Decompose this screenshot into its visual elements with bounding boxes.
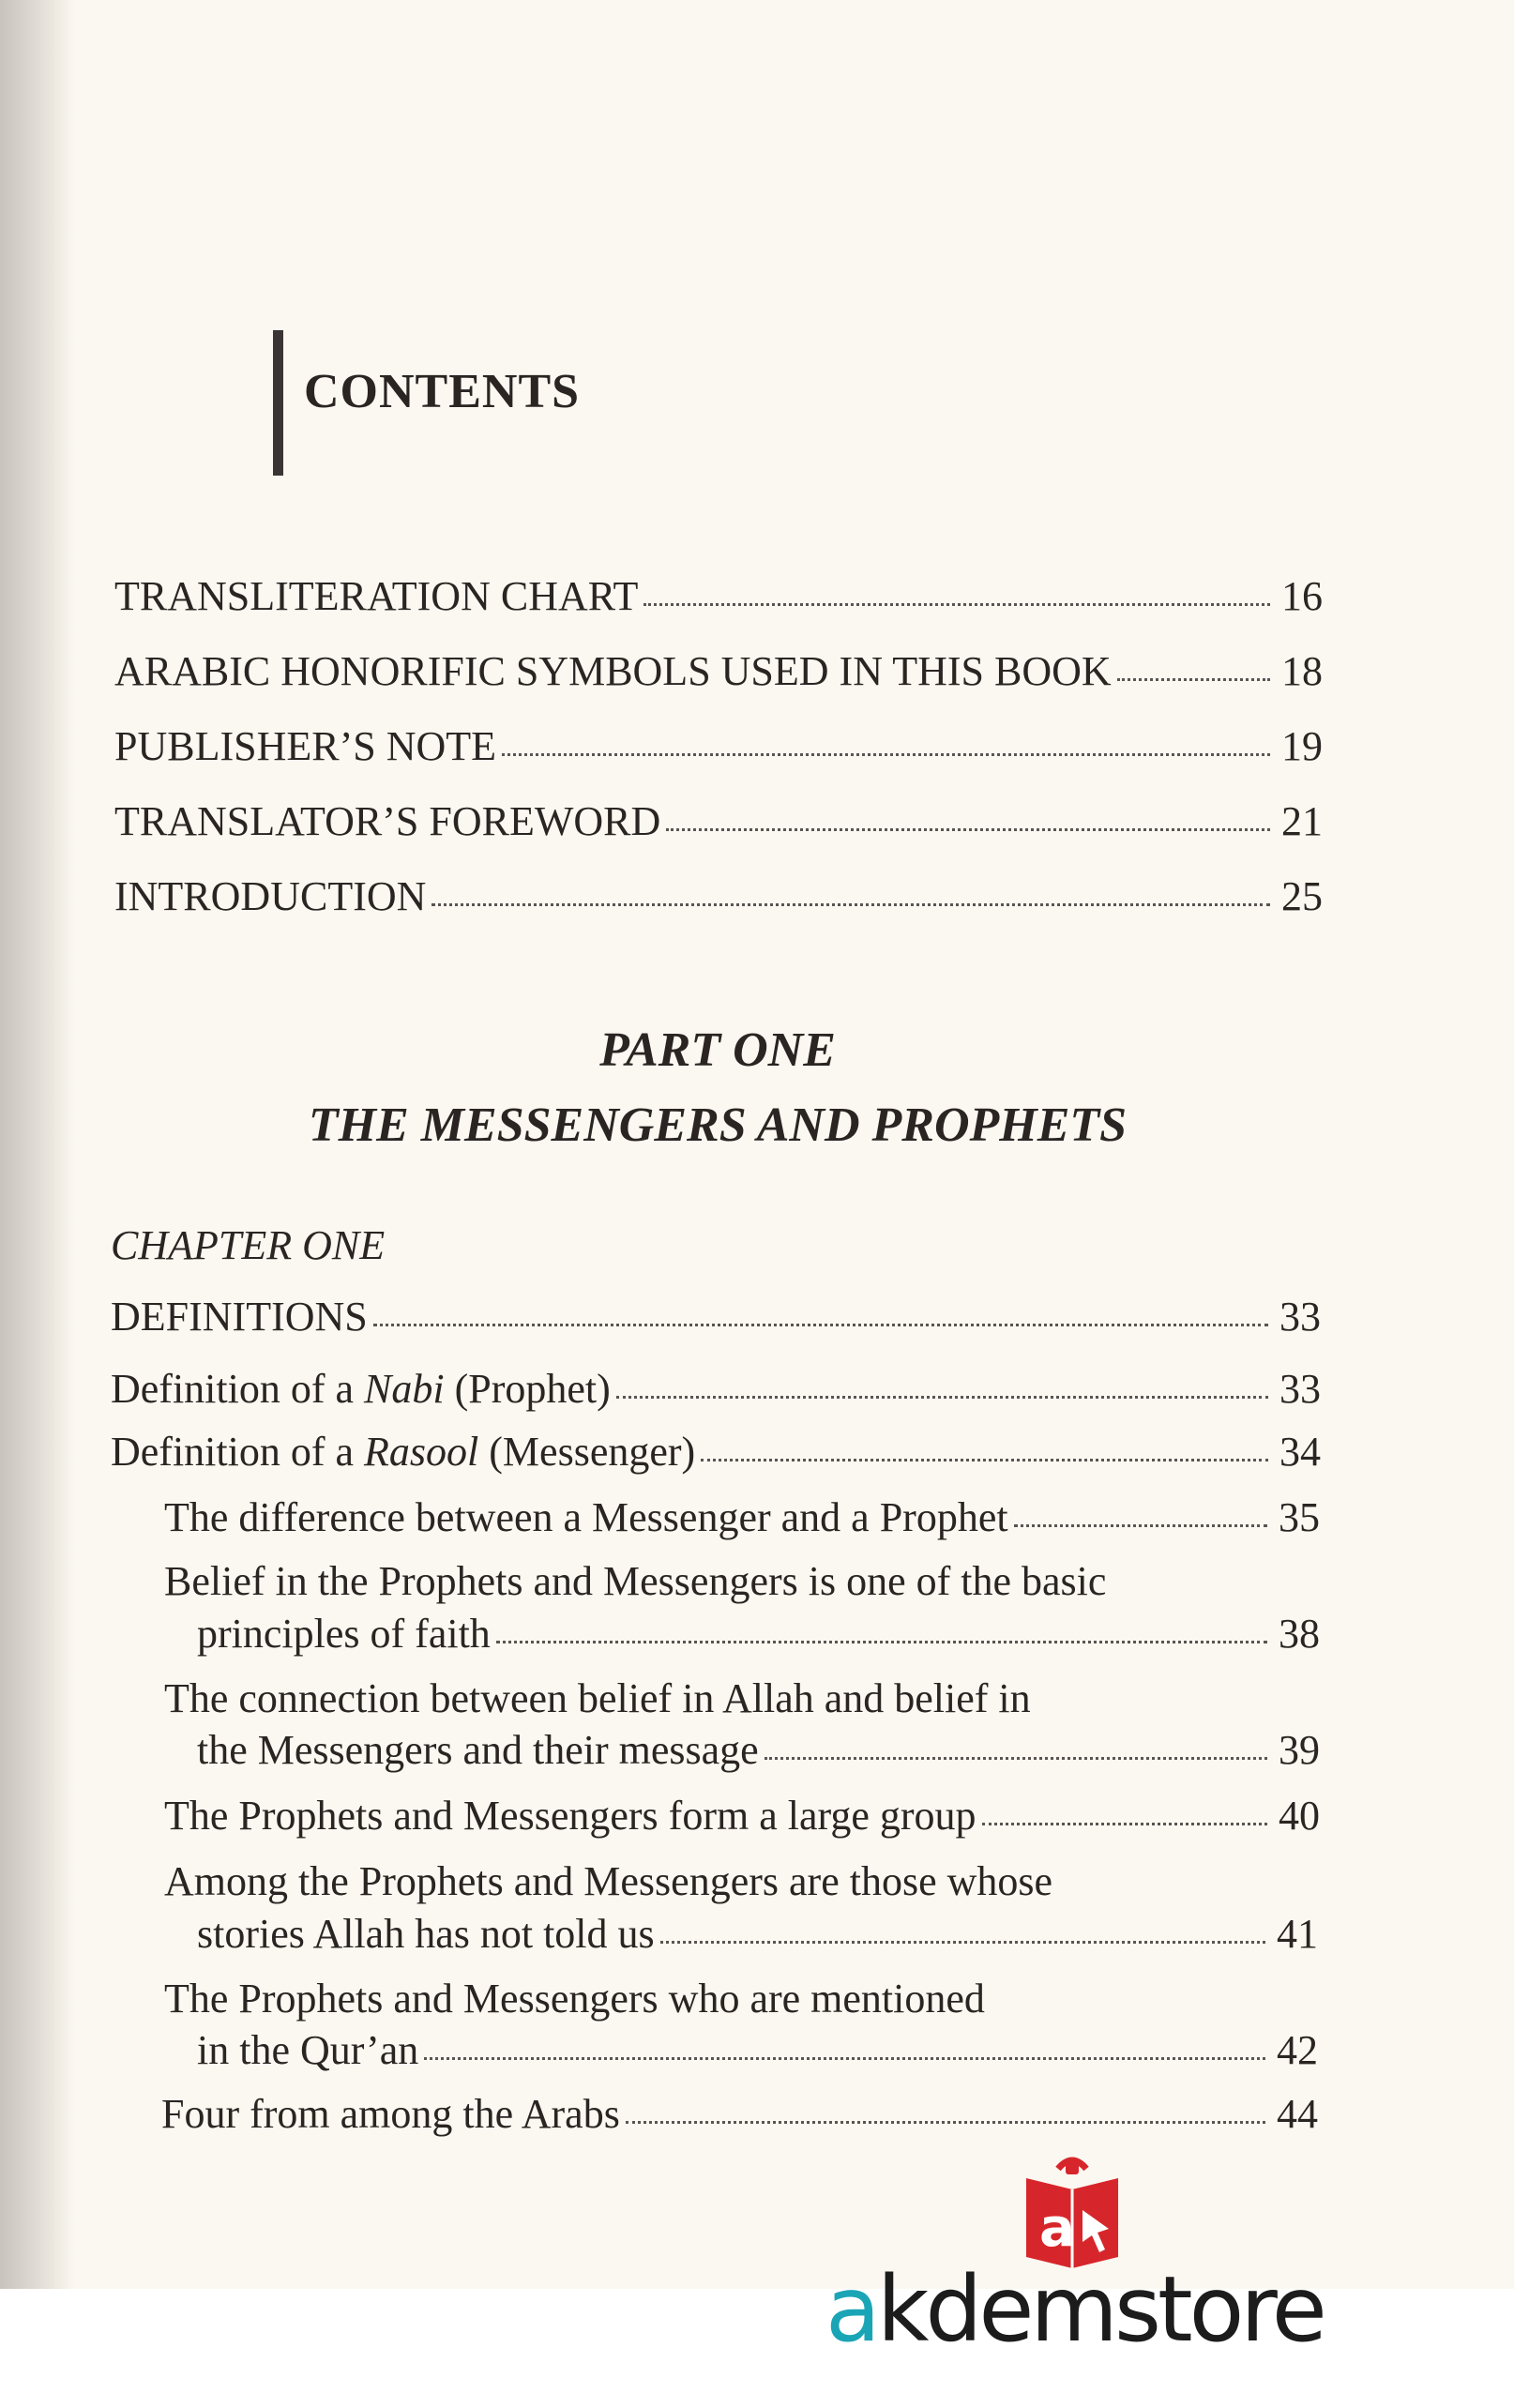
- toc-entry: [111, 1293, 1321, 1340]
- logo-icon-letter: a: [1039, 2198, 1075, 2259]
- toc-entry: [164, 1792, 1320, 1840]
- toc-entry-title: INTRODUCTION: [114, 873, 427, 919]
- akdemstore-logo-icon: [1021, 2152, 1124, 2270]
- dot-leader: [765, 1756, 1267, 1760]
- dot-leader: [616, 1395, 1268, 1399]
- dot-leader: [373, 1323, 1268, 1326]
- toc-entry-page: 40: [1279, 1793, 1320, 1839]
- part-label: PART ONE: [599, 1023, 836, 1077]
- toc-entry-title: TRANSLATOR’S FOREWORD: [114, 798, 661, 844]
- toc-entry: [114, 797, 1323, 845]
- akdemstore-wordmark: [825, 2257, 1324, 2362]
- term-nabi: Nabi: [364, 1366, 445, 1412]
- toc-entry-title: The Prophets and Messengers form a large group: [164, 1793, 977, 1839]
- heading-rule: [273, 330, 283, 476]
- chapter-label: CHAPTER ONE: [111, 1222, 386, 1268]
- toc-entry-page: 19: [1281, 723, 1323, 769]
- toc-entry-title: PUBLISHER’S NOTE: [114, 723, 497, 769]
- dot-leader: [660, 1940, 1265, 1944]
- dot-leader: [496, 1640, 1267, 1643]
- toc-entry-page: 33: [1279, 1366, 1321, 1412]
- dot-leader: [666, 827, 1270, 831]
- toc-entry: [197, 1726, 1320, 1774]
- wordmark-rest: kdemstore: [876, 2257, 1324, 2362]
- toc-entry-page: 41: [1277, 1911, 1318, 1957]
- toc-entry-title: Four from among the Arabs: [161, 2091, 620, 2137]
- toc-entry: [197, 1610, 1320, 1658]
- dot-leader: [1014, 1523, 1267, 1527]
- toc-entry-page: 34: [1279, 1429, 1321, 1475]
- toc-entry-page: 16: [1281, 573, 1323, 619]
- toc-entry-title: TRANSLITERATION CHART: [114, 573, 639, 619]
- contents-heading: CONTENTS: [304, 365, 581, 418]
- toc-entry: [197, 2026, 1318, 2074]
- dot-leader: [701, 1458, 1268, 1461]
- toc-entry-title-line2: in the Qur’an: [197, 2027, 419, 2073]
- toc-entry: [114, 872, 1323, 920]
- dot-leader: [424, 2056, 1265, 2060]
- toc-entry-page: 18: [1281, 648, 1323, 694]
- toc-entry-title-line2: stories Allah has not told us: [197, 1911, 655, 1957]
- toc-entry-title-line1: The connection between belief in Allah and belief in: [164, 1675, 1031, 1721]
- dot-leader: [643, 602, 1270, 606]
- toc-entry-page: 42: [1277, 2027, 1318, 2073]
- toc-entry: [114, 722, 1323, 770]
- toc-entry-title: DEFINITIONS: [111, 1294, 368, 1340]
- dot-leader: [431, 902, 1270, 906]
- dot-leader: [626, 2120, 1265, 2124]
- part-title: THE MESSENGERS AND PROPHETS: [308, 1098, 1128, 1152]
- wordmark-prefix: a: [825, 2257, 877, 2362]
- term-rasool: Rasool: [364, 1429, 479, 1475]
- toc-entry: [197, 1910, 1318, 1958]
- toc-entry-page: 25: [1281, 873, 1323, 919]
- toc-entry: [111, 1365, 1321, 1413]
- toc-entry-page: 39: [1279, 1727, 1320, 1773]
- toc-entry-page: 38: [1279, 1611, 1320, 1657]
- dot-leader: [1117, 677, 1270, 681]
- toc-entry-title-line1: The Prophets and Messengers who are mentioned: [164, 1976, 985, 2022]
- toc-entry-title: ARABIC HONORIFIC SYMBOLS USED IN THIS BOOK: [114, 648, 1112, 694]
- toc-entry-title-line2: the Messengers and their message: [197, 1727, 759, 1773]
- toc-entry-page: 44: [1277, 2091, 1318, 2137]
- toc-entry-title-line2: principles of faith: [197, 1611, 491, 1657]
- toc-entry-page: 21: [1281, 798, 1323, 844]
- toc-entry: [111, 1428, 1321, 1476]
- dot-leader: [502, 752, 1270, 756]
- toc-entry-page: 35: [1279, 1494, 1320, 1540]
- toc-entry-title: Definition of a Nabi (Prophet): [111, 1366, 611, 1412]
- toc-entry-title: The difference between a Messenger and a Prophet: [164, 1494, 1008, 1540]
- toc-entry-title-line1: Belief in the Prophets and Messengers is one of the basic: [164, 1558, 1107, 1604]
- toc-entry: [114, 572, 1323, 620]
- toc-entry-title-line1: Among the Prophets and Messengers are those whose: [164, 1858, 1053, 1904]
- toc-entry-page: 33: [1279, 1294, 1321, 1340]
- toc-entry: [164, 1493, 1320, 1541]
- toc-entry: [161, 2090, 1318, 2138]
- toc-entry-title: Definition of a Rasool (Messenger): [111, 1429, 696, 1475]
- dot-leader: [982, 1822, 1267, 1825]
- toc-entry: [114, 647, 1323, 695]
